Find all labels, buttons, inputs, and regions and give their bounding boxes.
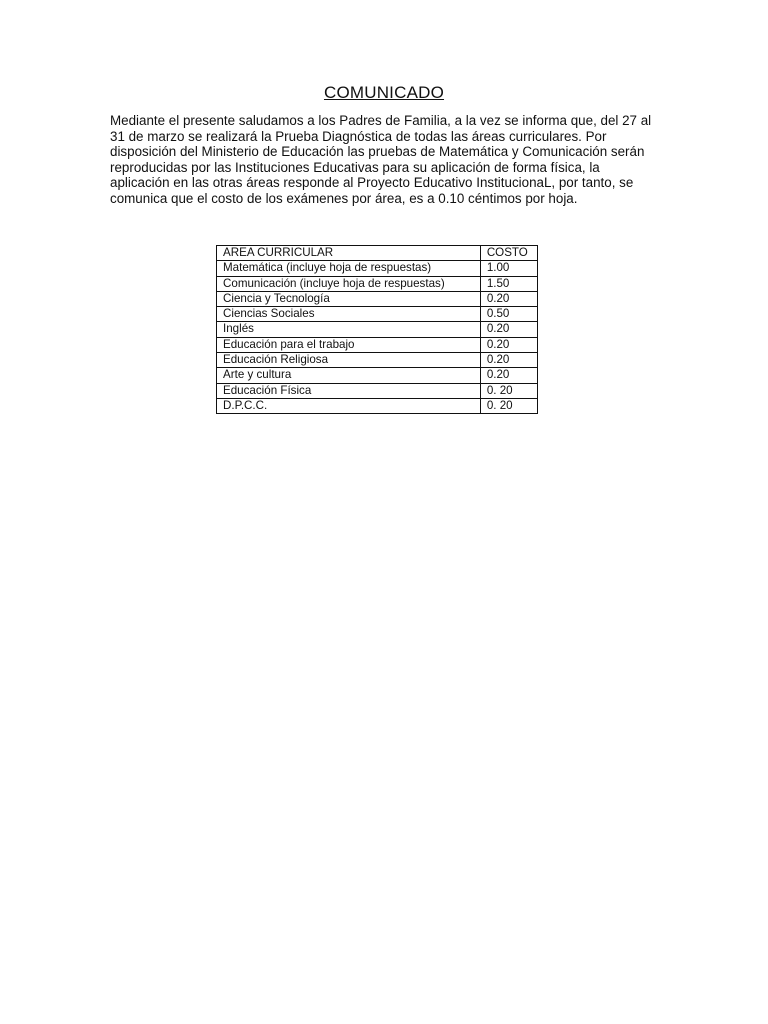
cost-cell: 0.20 bbox=[480, 337, 537, 352]
cost-cell: 1.50 bbox=[480, 276, 537, 291]
cost-cell: 0. 20 bbox=[480, 383, 537, 398]
area-cell: Comunicación (incluye hoja de respuestas) bbox=[217, 276, 481, 291]
announcement-body bbox=[110, 113, 655, 207]
cost-cell: 0.20 bbox=[480, 322, 537, 337]
table-row bbox=[217, 261, 538, 276]
page-title: COMUNICADO bbox=[323, 83, 445, 102]
table-row bbox=[217, 322, 538, 337]
table-row bbox=[217, 398, 538, 413]
cost-cell: 0.50 bbox=[480, 307, 537, 322]
area-cell: Ciencia y Tecnología bbox=[217, 291, 481, 306]
table-header-row bbox=[217, 246, 538, 261]
announcement-paragraph: Mediante el presente saludamos a los Padres de Familia, a la vez se informa que, del 27 al 31 de marzo se realizará la Prueba Diagnóstica de todas las áreas curriculares. Por disposición del Ministerio de Educación las pruebas de Matemática y Comunicación serán reproducidas por las Instituciones Educativas para su aplicación de forma física, la aplicación en las otras áreas responde al Proyecto Educativo InstitucionaL, por tanto, se comunica que el costo de los exámenes por área, es a 0.10 céntimos por hoja. bbox=[110, 113, 652, 206]
table-row bbox=[217, 337, 538, 352]
area-cell: Inglés bbox=[217, 322, 481, 337]
table-row bbox=[217, 307, 538, 322]
table-row bbox=[217, 368, 538, 383]
header-cost: COSTO bbox=[480, 246, 537, 261]
cost-cell: 0.20 bbox=[480, 368, 537, 383]
area-cell: Arte y cultura bbox=[217, 368, 481, 383]
cost-cell: 1.00 bbox=[480, 261, 537, 276]
cost-cell: 0.20 bbox=[480, 353, 537, 368]
table-row bbox=[217, 383, 538, 398]
area-cell: Educación Física bbox=[217, 383, 481, 398]
header-area: AREA CURRICULAR bbox=[217, 246, 481, 261]
cost-cell: 0.20 bbox=[480, 291, 537, 306]
area-cell: Educación para el trabajo bbox=[217, 337, 481, 352]
table-row bbox=[217, 291, 538, 306]
area-cell: Matemática (incluye hoja de respuestas) bbox=[217, 261, 481, 276]
area-cell: Educación Religiosa bbox=[217, 353, 481, 368]
area-cell: Ciencias Sociales bbox=[217, 307, 481, 322]
table-row bbox=[217, 276, 538, 291]
cost-cell: 0. 20 bbox=[480, 398, 537, 413]
table-row bbox=[217, 353, 538, 368]
area-cell: D.P.C.C. bbox=[217, 398, 481, 413]
cost-table bbox=[216, 245, 538, 414]
